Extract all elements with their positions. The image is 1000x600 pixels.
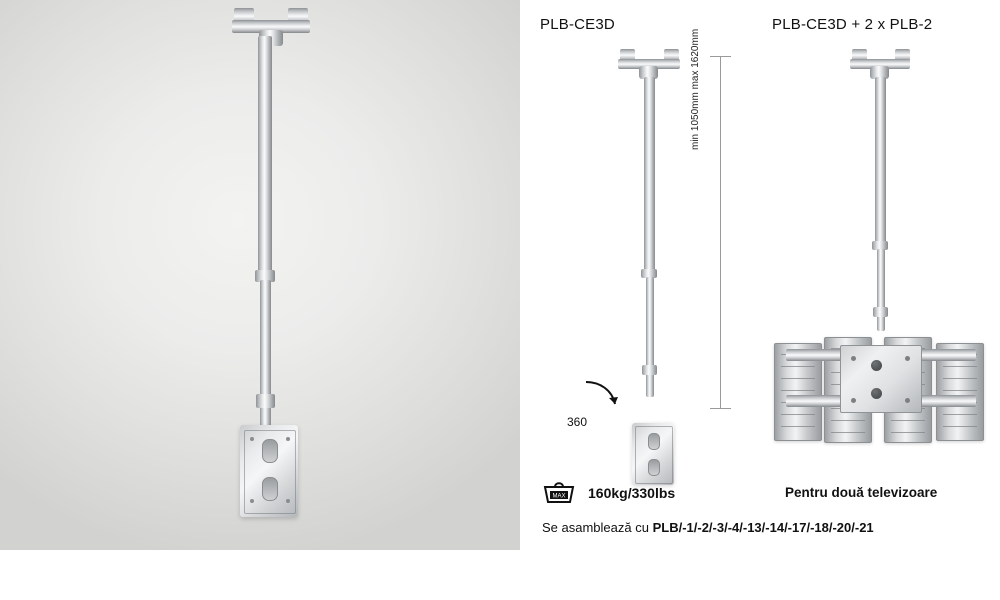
ceiling-mount-assembly: [0, 0, 520, 550]
compatibility-prefix: Se asamblează cu: [542, 520, 653, 535]
pole-lower-collar: [256, 394, 275, 408]
vesa-plate-hole: [250, 499, 254, 503]
max-load-label: 160kg/330lbs: [588, 485, 676, 501]
vesa-plate-hole: [286, 437, 290, 441]
dimension-label: min 1050mm max 1620mm: [690, 28, 701, 150]
pole-lower-collar: [642, 365, 657, 375]
dual-tv-caption: Pentru două televizoare: [785, 485, 938, 500]
dual-screen-bracket-rig: [768, 327, 993, 447]
product-photo-panel: [0, 0, 520, 550]
mount-hole: [871, 360, 882, 371]
max-load-icon: [542, 478, 576, 504]
mount-hole-small: [851, 398, 856, 403]
compatibility-models: PLB/-1/-2/-3/-4/-13/-14/-17/-18/-20/-21: [652, 520, 874, 535]
center-mount-plate: [840, 345, 922, 413]
spec-panel: [520, 0, 1000, 600]
vesa-mounting-plate: [632, 423, 674, 485]
pole-lower-collar: [873, 307, 888, 317]
rotation-degrees-label: 360: [567, 415, 588, 429]
pole-upper-section: [875, 77, 886, 245]
pole-upper-section: [258, 36, 272, 276]
pole-upper-section: [644, 77, 655, 273]
diagram-a-title: PLB-CE3D: [540, 16, 615, 33]
pole-lower-section: [877, 249, 885, 331]
rotation-arrow-icon: [582, 378, 622, 412]
dimension-tick-bottom: [710, 408, 731, 409]
dimension-line: [706, 52, 734, 412]
mount-hole-small: [905, 398, 910, 403]
diagram-b-title: PLB-CE3D + 2 x PLB-2: [772, 16, 933, 33]
vesa-plate-hole: [286, 499, 290, 503]
ceiling-bracket: [232, 8, 310, 38]
diagram-dual-mount: [750, 45, 1000, 445]
vesa-plate-slot: [262, 477, 278, 501]
vesa-plate-slot: [262, 439, 278, 463]
dimension-tick-top: [710, 56, 731, 57]
mount-hole-small: [905, 356, 910, 361]
vesa-plate-hole: [250, 437, 254, 441]
mount-hole-small: [851, 356, 856, 361]
compatibility-note: [542, 520, 874, 535]
vesa-plate-slot: [648, 433, 660, 450]
dimension-line-stem: [720, 56, 721, 408]
mount-hole: [871, 388, 882, 399]
svg-text:MAX: MAX: [552, 493, 566, 500]
vesa-mounting-plate: [240, 425, 298, 517]
vesa-plate-slot: [648, 459, 660, 476]
pole-lower-section: [646, 277, 654, 397]
